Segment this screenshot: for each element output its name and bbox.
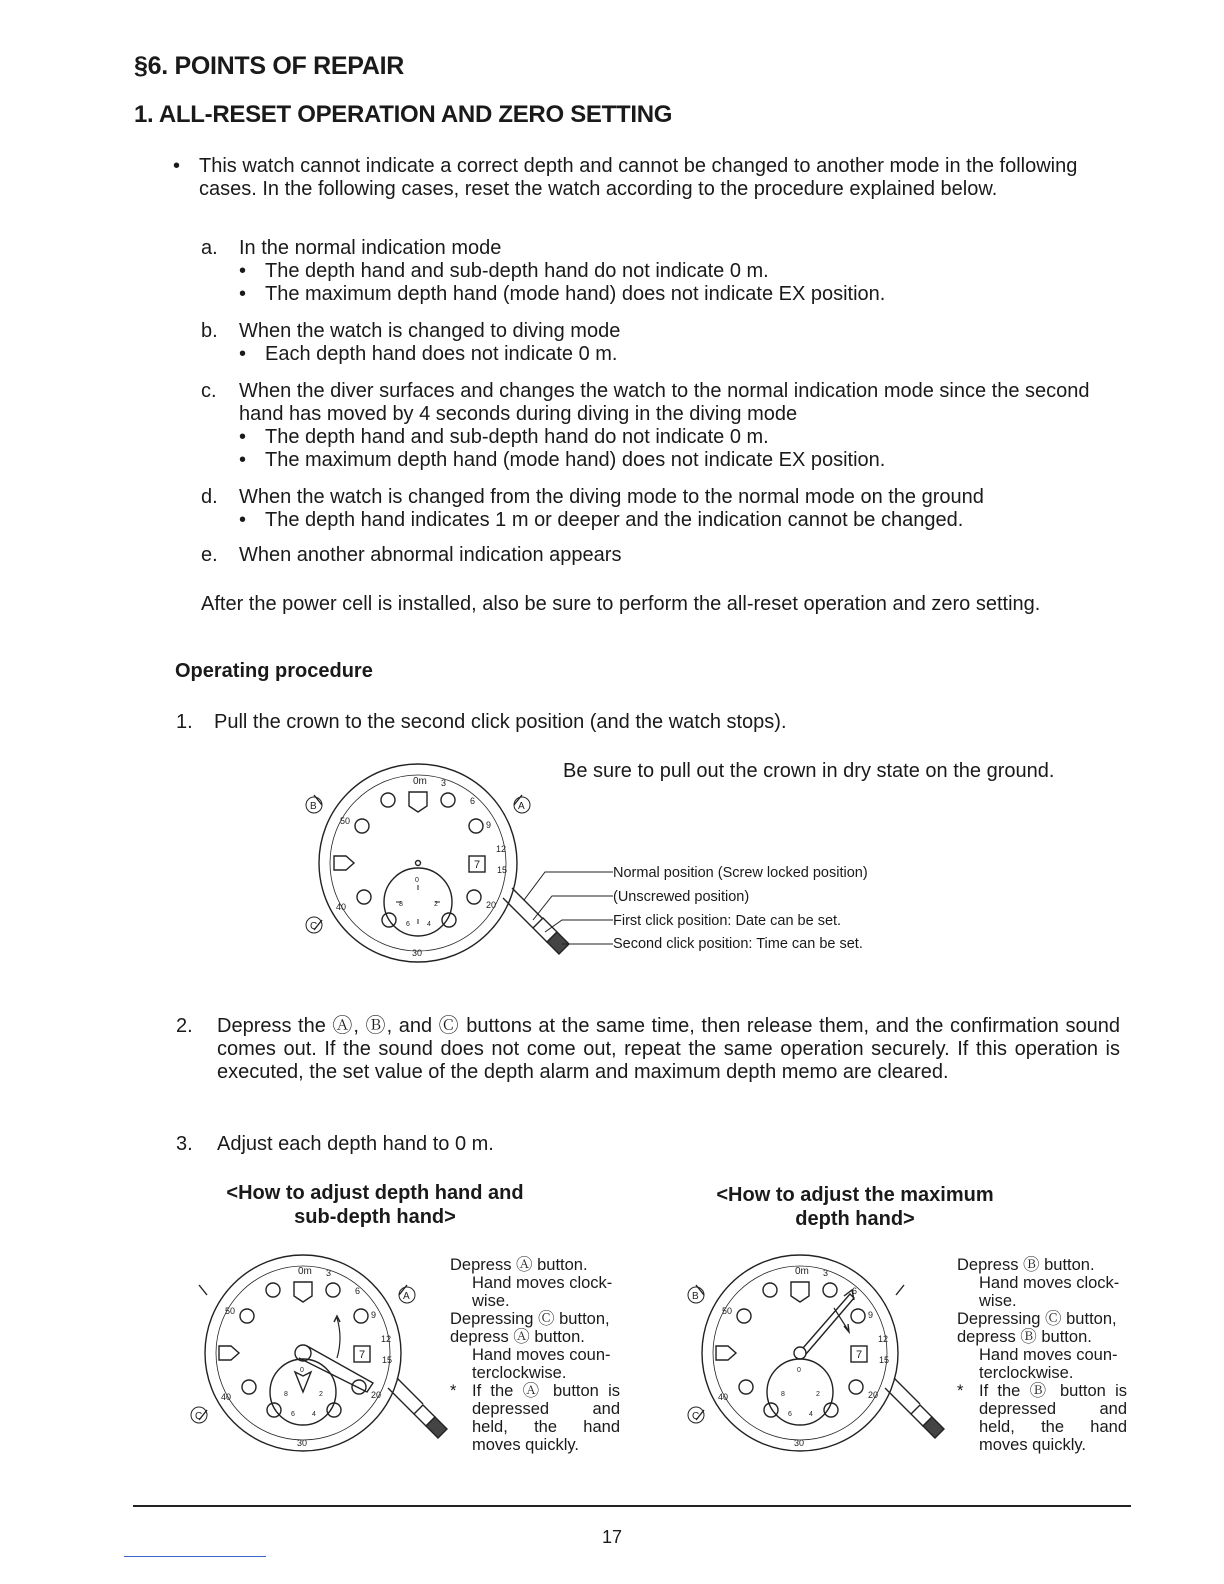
svg-text:6: 6: [355, 1286, 361, 1296]
case-label: c.: [201, 380, 217, 402]
footer-rule: [133, 1505, 1131, 1507]
section-title: §6. POINTS OF REPAIR: [134, 52, 404, 80]
svg-text:C: C: [195, 1411, 203, 1422]
step-2: [176, 1015, 1120, 1084]
case-bullet: • Each depth hand does not indicate 0 m.: [239, 343, 618, 365]
svg-text:3: 3: [823, 1268, 829, 1278]
page-number: 17: [601, 1527, 623, 1547]
step-1: [176, 711, 1116, 734]
case-c: [201, 380, 1113, 472]
crown-note: Be sure to pull out the crown in dry state on the ground.: [563, 760, 1055, 782]
case-bullet: • The maximum depth hand (mode hand) does not indicate EX position.: [239, 449, 886, 471]
svg-text:A: A: [518, 801, 525, 812]
svg-text:15: 15: [497, 865, 508, 875]
step-3: [176, 1133, 1120, 1156]
operating-heading: Operating procedure: [175, 660, 373, 682]
crown-position-label: Normal position (Screw locked position): [613, 865, 868, 881]
case-label: b.: [201, 320, 218, 342]
case-text: When the diver surfaces and changes the watch to the normal indication mode since the second hand has moved by 4 seconds during diving in the diving mode: [239, 380, 1090, 425]
step-number: 2.: [176, 1015, 193, 1037]
footer-link-underline: [124, 1556, 266, 1557]
svg-text:9: 9: [371, 1310, 377, 1320]
svg-text:50: 50: [340, 816, 351, 826]
svg-text:0m: 0m: [795, 1266, 809, 1277]
svg-text:0m: 0m: [413, 776, 427, 787]
svg-text:3: 3: [326, 1268, 332, 1278]
svg-text:6: 6: [788, 1411, 792, 1418]
svg-text:40: 40: [336, 902, 347, 912]
case-e: [201, 544, 1113, 567]
svg-text:8: 8: [399, 901, 403, 908]
svg-text:20: 20: [868, 1390, 879, 1400]
svg-text:2: 2: [816, 1391, 820, 1398]
svg-text:4: 4: [809, 1411, 813, 1418]
svg-text:9: 9: [486, 820, 492, 830]
svg-text:6: 6: [852, 1286, 858, 1296]
intro-paragraph: [173, 155, 1109, 201]
svg-text:4: 4: [427, 921, 431, 928]
case-bullet: • The depth hand indicates 1 m or deeper and the indication cannot be changed.: [239, 509, 964, 531]
step-number: 1.: [176, 711, 193, 733]
svg-text:40: 40: [221, 1392, 232, 1402]
svg-text:12: 12: [878, 1334, 889, 1344]
svg-text:20: 20: [486, 900, 497, 910]
watch-adjust-max-depth-diagram: [682, 1250, 962, 1460]
case-text: When the watch is changed to diving mode: [239, 320, 621, 342]
svg-text:9: 9: [868, 1310, 874, 1320]
svg-text:7: 7: [359, 1349, 366, 1361]
svg-text:0m: 0m: [298, 1266, 312, 1277]
svg-text:0: 0: [797, 1367, 801, 1374]
svg-text:12: 12: [496, 844, 507, 854]
case-bullet: • The maximum depth hand (mode hand) does not indicate EX position.: [239, 283, 886, 305]
svg-text:6: 6: [406, 921, 410, 928]
crown-position-label: (Unscrewed position): [613, 889, 750, 905]
case-label: d.: [201, 486, 218, 508]
case-b: [201, 320, 1113, 366]
step-text: Pull the crown to the second click position (and the watch stops).: [214, 711, 787, 733]
svg-text:C: C: [310, 921, 318, 932]
svg-text:40: 40: [718, 1392, 729, 1402]
svg-text:8: 8: [284, 1391, 288, 1398]
svg-text:30: 30: [297, 1438, 308, 1448]
svg-text:3: 3: [441, 778, 447, 788]
svg-text:7: 7: [856, 1349, 863, 1361]
svg-text:20: 20: [371, 1390, 382, 1400]
svg-text:6: 6: [470, 796, 476, 806]
svg-text:C: C: [692, 1411, 700, 1422]
svg-text:2: 2: [319, 1391, 323, 1398]
svg-text:0: 0: [300, 1367, 304, 1374]
case-label: e.: [201, 544, 218, 566]
svg-text:50: 50: [722, 1306, 733, 1316]
svg-text:7: 7: [474, 859, 481, 871]
svg-text:B: B: [692, 1291, 699, 1302]
svg-text:30: 30: [412, 948, 423, 958]
svg-text:50: 50: [225, 1306, 236, 1316]
subsection-title: 1. ALL-RESET OPERATION AND ZERO SETTING: [134, 101, 673, 128]
case-text: When another abnormal indication appears: [239, 544, 622, 566]
svg-text:2: 2: [434, 901, 438, 908]
case-text: When the watch is changed from the diving mode to the normal mode on the ground: [239, 486, 984, 508]
case-text: In the normal indication mode: [239, 237, 502, 259]
step-text: Depress the Ⓐ, Ⓑ, and Ⓒ buttons at the same time, then release them, and the confirmation sound comes out. If the sound does not come out, repeat the same operation securely. If this operation is executed, the set value of the depth alarm and maximum depth memo are cleared.: [217, 1015, 1120, 1083]
case-label: a.: [201, 237, 218, 259]
case-bullet: • The depth hand and sub-depth hand do not indicate 0 m.: [239, 426, 769, 448]
watch-crown-diagram: [300, 760, 620, 970]
svg-text:15: 15: [879, 1355, 890, 1365]
step-text: Adjust each depth hand to 0 m.: [217, 1133, 494, 1155]
svg-text:A: A: [403, 1291, 410, 1302]
adjust-left-title: <How to adjust depth hand and sub-depth hand>: [226, 1182, 524, 1228]
intro-bullet: •: [173, 155, 181, 177]
case-a: [201, 237, 1113, 306]
after-note: After the power cell is installed, also be sure to perform the all-reset operation and zero setting.: [201, 593, 1041, 615]
crown-position-label: Second click position: Time can be set.: [613, 936, 863, 952]
svg-text:15: 15: [382, 1355, 393, 1365]
svg-text:6: 6: [291, 1411, 295, 1418]
case-bullet: • The depth hand and sub-depth hand do not indicate 0 m.: [239, 260, 769, 282]
intro-text: This watch cannot indicate a correct depth and cannot be changed to another mode in the following cases. In the following cases, reset the watch according to the procedure explained below.: [199, 155, 1078, 200]
step-number: 3.: [176, 1133, 193, 1155]
case-d: [201, 486, 1113, 532]
svg-text:4: 4: [312, 1411, 316, 1418]
svg-text:30: 30: [794, 1438, 805, 1448]
svg-text:B: B: [310, 801, 317, 812]
crown-position-label: First click position: Date can be set.: [613, 913, 842, 929]
svg-text:8: 8: [781, 1391, 785, 1398]
svg-text:12: 12: [381, 1334, 392, 1344]
svg-text:0: 0: [415, 877, 419, 884]
adjust-right-title: <How to adjust the maximum depth hand>: [716, 1184, 994, 1230]
watch-adjust-depth-diagram: [185, 1250, 465, 1460]
adjust-left-instructions: Depress Ⓐ button. Hand moves clock- wise. Depressing Ⓒ button, depress Ⓐ button. Hand moves coun- terclockwise. * If the Ⓐ button is depressed and held, the hand moves quickly.: [450, 1256, 620, 1454]
adjust-right-instructions: Depress Ⓑ button. Hand moves clock- wise. Depressing Ⓒ button, depress Ⓑ button. Hand moves coun- terclockwise. * If the Ⓑ button is depressed and held, the hand moves quickly.: [957, 1256, 1127, 1454]
